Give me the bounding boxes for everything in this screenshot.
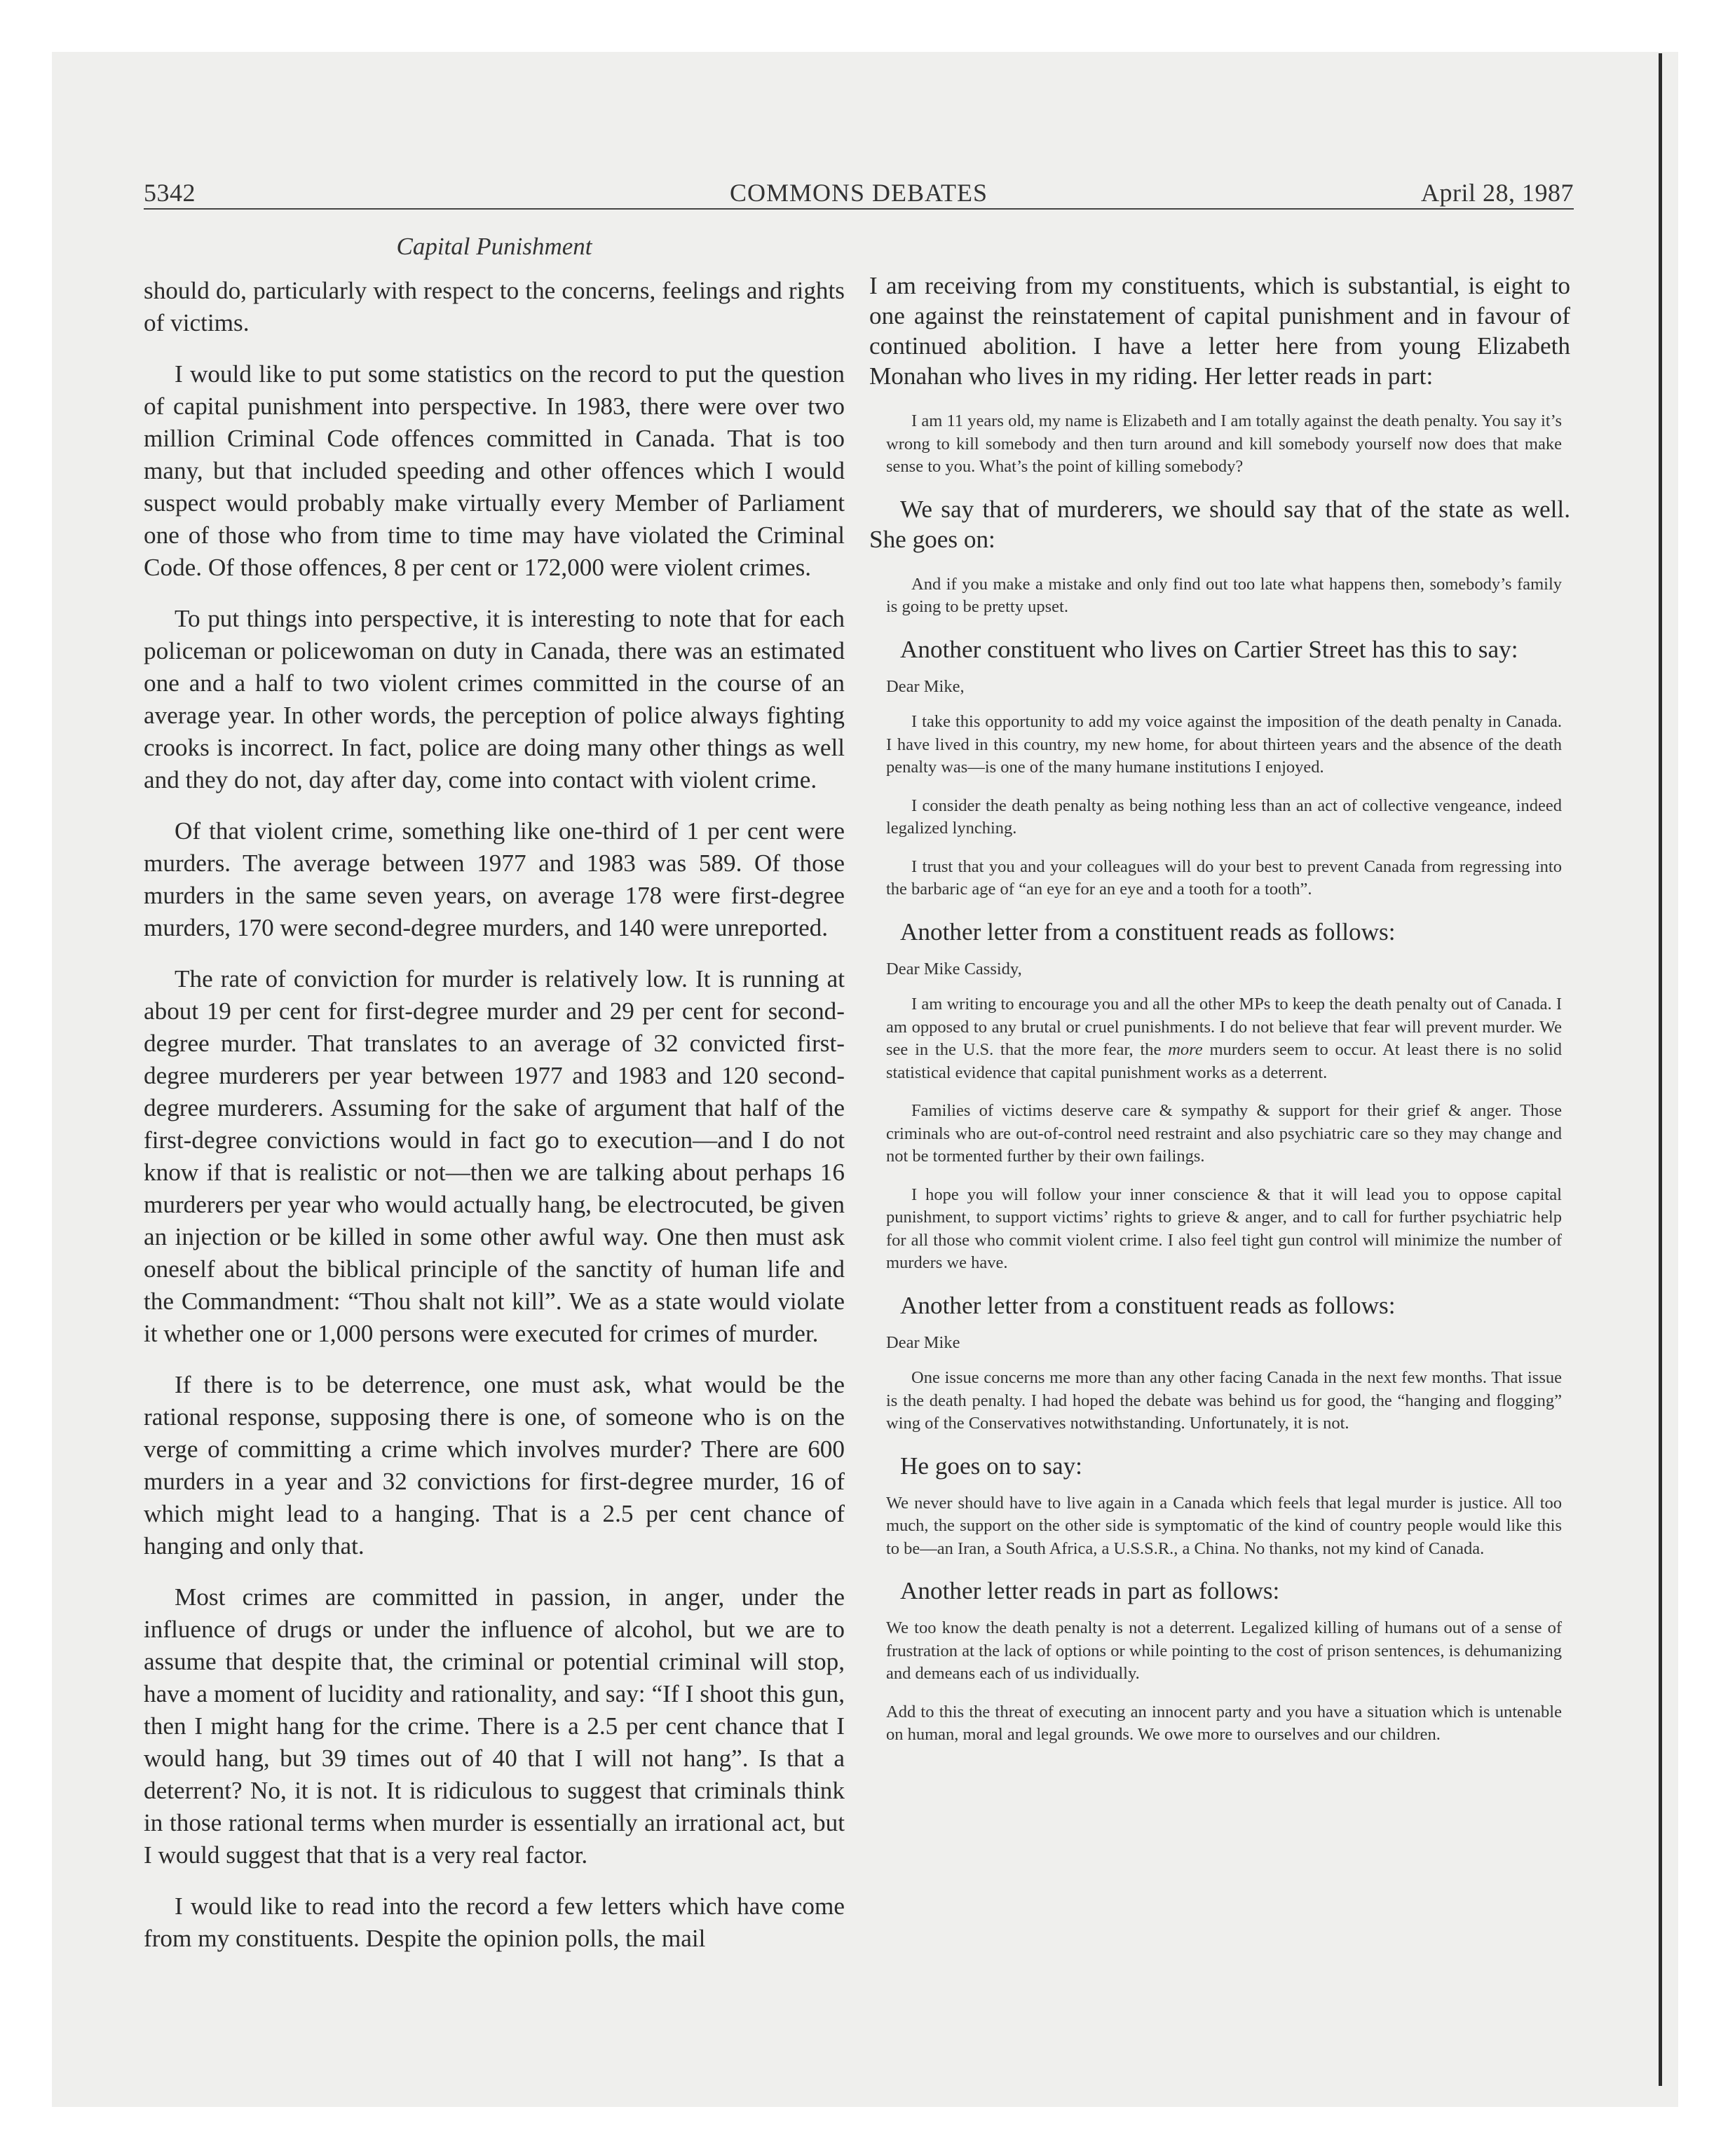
quoted-letter-text: Families of victims deserve care & sympathy & support for their grief & anger. Those criminals who are out-of-control need restraint and also psychiatric care so they may change and not be tormented further by their own failings. xyxy=(886,1101,1562,1166)
paragraph: I would like to read into the record a few letters which have come from my constituents. Despite the opinion polls, the mail xyxy=(144,1892,845,1952)
quoted-letter-text xyxy=(886,993,1562,1084)
quoted-letter-text: I take this opportunity to add my voice against the imposition of the death penalty in Canada. I have lived in this country, my new home, for about thirteen years and the absence of the death penalty was—is one of the many humane institutions I enjoyed. xyxy=(886,712,1562,777)
paragraph: We say that of murderers, we should say that of the state as well. She goes on: xyxy=(869,495,1570,553)
paragraph: Another letter from a constituent reads as follows: xyxy=(900,1291,1396,1319)
section-title: Capital Punishment xyxy=(396,233,592,260)
letter-salutation: Dear Mike xyxy=(886,1332,960,1352)
scan-edge-rule xyxy=(1659,53,1662,2086)
paragraph: To put things into perspective, it is interesting to note that for each policeman or policewoman on duty in Canada, there was an estimated one and a half to two violent crimes committed in the course of an average year. In other words, the perception of police always fighting crooks is incorrect. In fact, police are doing many other things as well and they do not, day after day, come into contact with violent crime. xyxy=(144,605,845,793)
letter-text-part: murders seem to occur. At least there is no solid statistical evidence that capital punishment works as a deterrent. xyxy=(886,1040,1562,1082)
quoted-letter-text: I hope you will follow your inner conscience & that it will lead you to oppose capital punishment, to support victims’ rights to grieve & anger, and to call for further psychiatric help for all those who commit violent crime. I also feel tight gun control will minimize the number of murders we have. xyxy=(886,1185,1562,1272)
paragraph: He goes on to say: xyxy=(900,1452,1082,1480)
quoted-letter-text: One issue concerns me more than any other facing Canada in the next few months. That issue is the death penalty. I had hoped the debate was behind us for good, the “hanging and flogging” wing of the Conservatives notwithstanding. Unfortunately, it is not. xyxy=(886,1368,1562,1433)
quoted-letter-text: Add to this the threat of executing an innocent party and you have a situation which is untenable on human, moral and legal grounds. We owe more to ourselves and our children. xyxy=(886,1702,1562,1744)
quoted-letter-text: We too know the death penalty is not a deterrent. Legalized killing of humans out of a sense of frustration at the lack of options or while pointing to the cost of prison sentences, is dehumanizing and demeans each of us individually. xyxy=(886,1618,1562,1683)
paragraph: Another letter reads in part as follows: xyxy=(900,1577,1280,1604)
letter-text-part: I am writing to encourage you and all the other MPs to keep the death penalty out of Canada. I am opposed to any brutal or cruel punishments. I do not believe that fear will prevent murder. We see in the U.S. that the more fear, the xyxy=(886,995,1562,1059)
paragraph: I would like to put some statistics on the record to put the question of capital punishment into perspective. In 1983, there were over two million Criminal Code offences committed in Canada. That is too many, but that included speeding and other offences which I would suspect would probably make virtually every Member of Parliament one of those who from time to time may have violated the Criminal Code. Of those offences, 8 per cent or 172,000 were violent crimes. xyxy=(144,360,845,581)
publication-title: COMMONS DEBATES xyxy=(729,179,988,207)
page-number: 5342 xyxy=(144,179,196,207)
paragraph: If there is to be deterrence, one must ask, what would be the rational response, supposing there is one, of someone who is on the verge of committing a crime which involves murder? There are 600 murders in a year and 32 convictions for first-degree murder, 16 of which might lead to a hanging. That is a 2.5 per cent chance of hanging and only that. xyxy=(144,1371,845,1560)
emphasized-word: more xyxy=(1168,1040,1203,1059)
left-column xyxy=(144,275,845,1974)
quoted-letter-text: We never should have to live again in a Canada which feels that legal murder is justice. All too much, the support on the other side is symptomatic of the kind of country people would like this to be—an Iran, a South Africa, a U.S.S.R., a China. No thanks, not my kind of Canada. xyxy=(886,1493,1562,1558)
quoted-letter-text: I trust that you and your colleagues will do your best to prevent Canada from regressing into the barbaric age of “an eye for an eye and a tooth for a tooth”. xyxy=(886,857,1562,899)
quoted-letter-text: I am 11 years old, my name is Elizabeth and I am totally against the death penalty. You say it’s wrong to kill somebody and then turn around and kill somebody yourself now does that make sense to you. What’s the point of killing somebody? xyxy=(886,411,1562,476)
paragraph: Another constituent who lives on Cartier Street has this to say: xyxy=(900,635,1518,663)
paragraph: The rate of conviction for murder is relatively low. It is running at about 19 per cent for first-degree murder and 29 per cent for second-degree murder. That translates to an average of 32 convicted first-degree murderers per year between 1977 and 1983 and 120 second-degree murderers. Assuming for the sake of argument that half of the first-degree convictions would in fact go to execution—and I do not know if that is realistic or not—then we are talking about perhaps 16 murderers per year who would actually hang, be electrocuted, be given an injection or be killed in some other awful way. One then must ask oneself about the biblical principle of the sanctity of human life and the Commandment: “Thou shalt not kill”. We as a state would violate it whether one or 1,000 persons were executed for crimes of murder. xyxy=(144,965,845,1347)
page-header xyxy=(144,178,1574,212)
paragraph: Most crimes are committed in passion, in anger, under the influence of drugs or under the influence of alcohol, but we are to assume that despite that, the criminal or potential criminal will stop, have a moment of lucidity and rationality, and say: “If I shoot this gun, then I might hang for the crime. There is a 2.5 per cent chance that I would hang, but 39 times out of 40 that I will not hang”. Is that a deterrent? No, it is not. It is ridiculous to suggest that criminals think in those rational terms when murder is essentially an irrational act, but I would suggest that that is a very real factor. xyxy=(144,1583,845,1869)
quoted-letter-text: I consider the death penalty as being nothing less than an act of collective vengeance, indeed legalized lynching. xyxy=(886,796,1562,838)
letter-salutation: Dear Mike Cassidy, xyxy=(886,959,1022,978)
quoted-letter-text: And if you make a mistake and only find out too late what happens then, somebody’s family is going to be pretty upset. xyxy=(886,574,1562,616)
header-divider xyxy=(144,208,1574,210)
right-column xyxy=(869,271,1570,1762)
paragraph: Another letter from a constituent reads as follows: xyxy=(900,917,1396,946)
publication-date: April 28, 1987 xyxy=(1421,179,1574,207)
paragraph: should do, particularly with respect to the concerns, feelings and rights of victims. xyxy=(144,277,845,336)
letter-salutation: Dear Mike, xyxy=(886,676,965,696)
paragraph: Of that violent crime, something like one-third of 1 per cent were murders. The average between 1977 and 1983 was 589. Of those murders in the same seven years, on average 178 were first-degree murders, 170 were second-degree murders, and 140 were unreported. xyxy=(144,817,845,941)
paragraph: I am receiving from my constituents, which is substantial, is eight to one against the reinstatement of capital punishment and in favour of continued abolition. I have a letter here from young Elizabeth Monahan who lives in my riding. Her letter reads in part: xyxy=(869,272,1570,390)
